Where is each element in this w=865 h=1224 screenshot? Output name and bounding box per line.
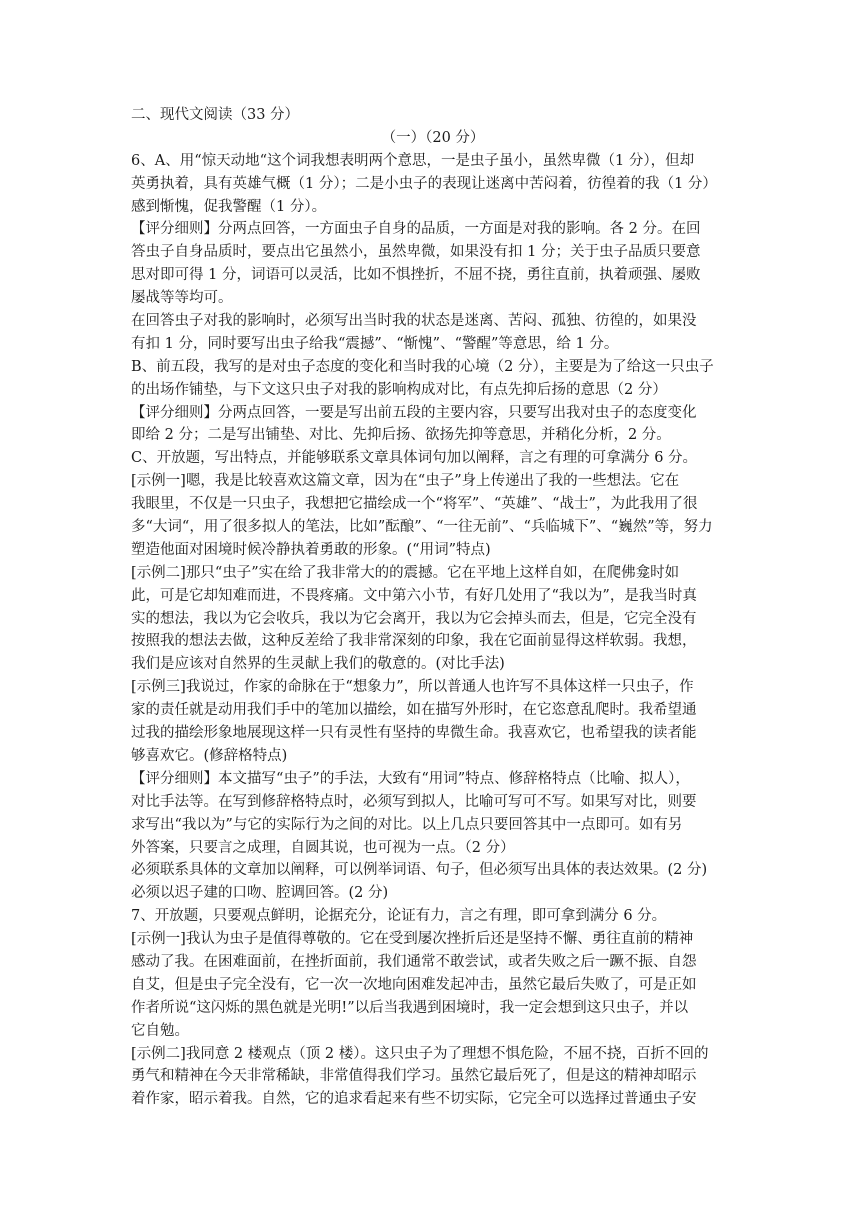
- text-line: [示例一]嗯，我是比较喜欢这篇文章，因为在“虫子”身上传递出了我的一些想法。它在: [131, 473, 680, 490]
- text-line: 按照我的想法去做，这种反差给了我非常深刻的印象，我在它面前显得这样软弱。我想，: [131, 633, 697, 650]
- text-line: [示例二]我同意 2 楼观点（顶 2 楼）。这只虫子为了理想不惧危险，不屈不挠，百折不回的: [131, 1045, 709, 1062]
- text-line: 思对即可得 1 分，词语可以灵活，比如不惧挫折，不屈不挠，勇往直前，执着顽强、屡败: [131, 267, 701, 284]
- text-line: 的出场作铺垫，与下文这只虫子对我的影响构成对比，有点先抑后扬的意思（2 分）: [131, 381, 667, 398]
- text-line: 我们是应该对自然界的生灵献上我们的敬意的。(对比手法): [131, 656, 505, 673]
- text-line: 塑造他面对困境时候冷静执着勇敢的形象。(“用词”特点): [131, 541, 491, 558]
- text-line: 勇气和精神在今天非常稀缺，非常值得我们学习。虽然它最后死了，但是这的精神却昭示: [131, 1068, 697, 1085]
- section-heading: 二、现代文阅读（33 分）: [131, 107, 300, 123]
- document-page: [131, 104, 735, 1111]
- text-line: 【评分细则】本文描写“虫子”的手法，大致有“用词”特点、修辞格特点（比喻、拟人），: [131, 770, 690, 787]
- text-line: 【评分细则】分两点回答，一方面虫子自身的品质，一方面是对我的影响。各 2 分。在回: [131, 221, 701, 238]
- text-line: 即给 2 分；二是写出铺垫、对比、先抑后扬、欲扬先抑等意思，并稍化分析，2 分。: [131, 427, 671, 444]
- text-line: 自艾，但是虫子完全没有，它一次一次地向困难发起冲击，虽然它最后失败了，可是正如: [131, 976, 697, 993]
- text-line: 够喜欢它。(修辞格特点): [131, 747, 288, 764]
- text-line: 有扣 1 分，同时要写出虫子给我“震撼”、“惭愧”、“警醒”等意思，给 1 分。: [131, 335, 619, 352]
- text-line: 屡战等等均可。: [131, 290, 233, 307]
- text-line: [示例二]那只“虫子”实在给了我非常大的的震撼。它在平地上这样自如，在爬佛龛时如: [131, 564, 680, 581]
- text-line: 6、A、用“惊天动地“这个词我想表明两个意思，一是虫子虽小，虽然卑微（1 分），但却: [131, 152, 695, 169]
- subsection-heading: （一）（20 分）: [381, 129, 485, 146]
- text-line: 着作家，昭示着我。自然，它的追求看起来有些不切实际，它完全可以选择过普通虫子安: [131, 1091, 697, 1108]
- text-line: 家的责任就是动用我们手中的笔加以描绘，如在描写外形时，在它恣意乱爬时。我希望通: [131, 702, 697, 719]
- text-line: 实的想法，我以为它会收兵，我以为它会离开，我以为它会掉头而去，但是，它完全没有: [131, 610, 697, 627]
- text-line: B、前五段，我写的是对虫子态度的变化和当时我的心境（2 分），主要是为了给这一只虫子: [131, 358, 714, 375]
- text-line: 过我的描绘形象地展现这样一只有灵性有坚持的卑微生命。我喜欢它，也希望我的读者能: [131, 725, 697, 742]
- text-line: 它自勉。: [131, 1022, 189, 1039]
- text-line: 必须以迟子建的口吻、腔调回答。(2 分): [131, 885, 389, 902]
- text-line: 答虫子自身品质时，要点出它虽然小，虽然卑微，如果没有扣 1 分；关于虫子品质只要意: [131, 244, 701, 261]
- text-line: C、开放题，写出特点，并能够联系文章具体词句加以阐释，言之有理的可拿满分 6 分。: [131, 450, 698, 467]
- text-line: 我眼里，不仅是一只虫子，我想把它描绘成一个“将军”、“英雄”、“战士”，为此我用了很: [131, 496, 698, 513]
- text-line: 英勇执着，具有英雄气概（1 分）；二是小虫子的表现让迷离中苦闷着，彷徨着的我（1 分）: [131, 175, 717, 192]
- text-line: 在回答虫子对我的影响时，必须写出当时我的状态是迷离、苦闷、孤独、彷徨的，如果没: [131, 313, 697, 330]
- text-line: [示例一]我认为虫子是值得尊敬的。它在受到屡次挫折后还是坚持不懈、勇往直前的精神: [131, 931, 694, 948]
- text-line: 多“大词“，用了很多拟人的笔法，比如”酝酿”、“一往无前”、“兵临城下”、“巍然”等，努力: [131, 519, 713, 536]
- text-line: 感到惭愧，促我警醒（1 分）。: [131, 198, 327, 215]
- text-line: 此，可是它却知难而进，不畏疼痛。文中第六小节，有好几处用了“我以为”，是我当时真: [131, 587, 697, 604]
- text-line: 必须联系具体的文章加以阐释，可以例举词语、句子，但必须写出具体的表达效果。(2 分): [131, 862, 708, 879]
- text-line: 感动了我。在困难面前，在挫折面前，我们通常不敢尝试，或者失败之后一蹶不振、自怨: [131, 953, 697, 970]
- text-line: 外答案，只要言之成理，自圆其说，也可视为一点。（2 分）: [131, 839, 515, 856]
- text-line: 7、开放题，只要观点鲜明，论据充分，论证有力，言之有理，即可拿到满分 6 分。: [131, 908, 667, 925]
- text-line: 【评分细则】分两点回答，一要是写出前五段的主要内容，只要写出我对虫子的态度变化: [131, 404, 697, 421]
- text-line: 作者所说“这闪烁的黑色就是光明!”以后当我遇到困境时，我一定会想到这只虫子，并以: [131, 999, 689, 1016]
- text-line: 对比手法等。在写到修辞格特点时，必须写到拟人，比喻可写可不写。如果写对比，则要: [131, 793, 697, 810]
- text-line: 求写出“我以为”与它的实际行为之间的对比。以上几点只要回答其中一点即可。如有另: [131, 816, 683, 833]
- text-line: [示例三]我说过，作家的命脉在于“想象力”，所以普通人也许写不具体这样一只虫子，作: [131, 679, 694, 696]
